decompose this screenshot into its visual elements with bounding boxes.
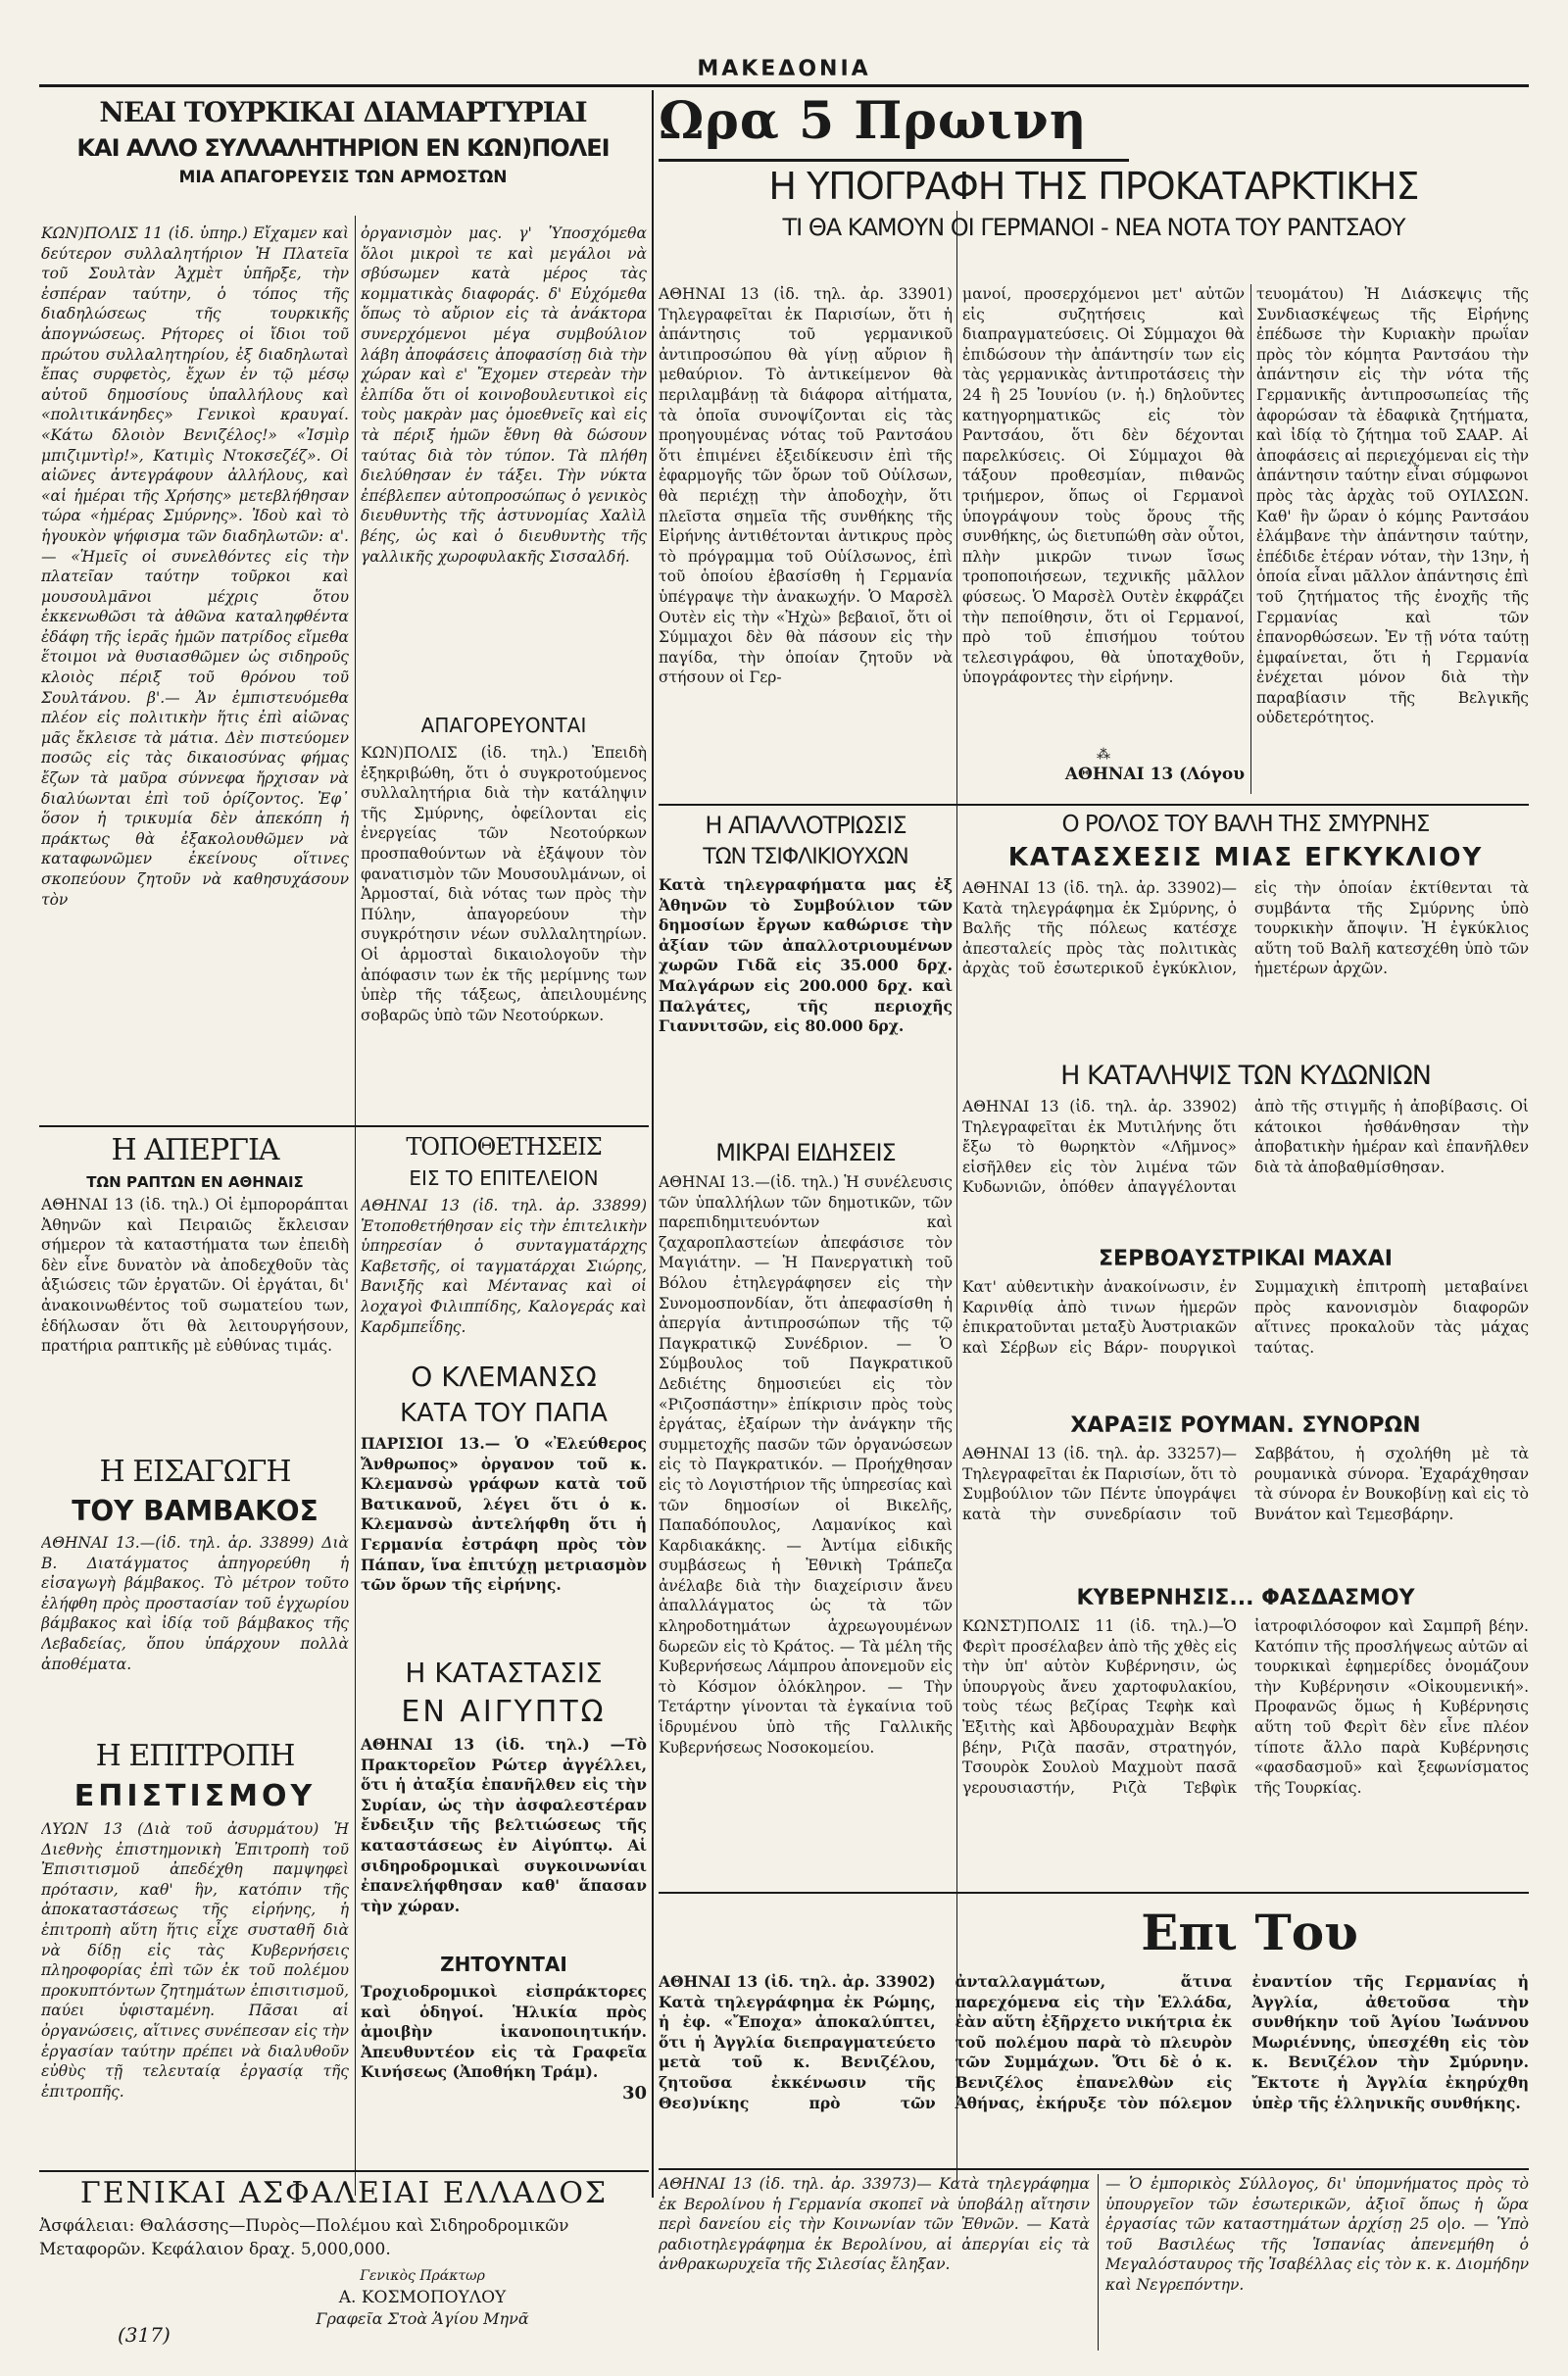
article-text: ΑΘΗΝΑΙ 13.—(ἰδ. τηλ. ἀρ. 33899) Διὰ Β. Διατάγματος ἀπηγορεύθη ἡ εἰσαγωγὴ βάμβακος. Τὸ μέτρον τοῦτο ἐλήφθη πρὸς προστασίαν τοῦ ἐγχωρίου βάμβακος καὶ ἰδίᾳ τοῦ βάμβακος τῆς Λεβαδείας, ὅπου ὑπάρχουν πολλὰ ἀποθέματα. (41, 1534, 349, 1673)
article-text: τευομάτου) Ἡ Διάσκεψις τῆς Συνδιασκέψεως τῆς Εἰρήνης ἐπέδωσε τὴν Κυριακὴν πρωΐαν πρὸς τὸν κόμητα Ραντσάου τὴν ἀπάντησιν εἰς τὴν νότα τῆς Γερμανικῆς ἀντιπροσωπείας τῆς ἀφορώσαν τὰ ἐδαφικὰ ζητήματα, καὶ ἰδίᾳ τὸ ζήτημα τοῦ ΣΑΑΡ. Αἱ ἀποφάσεις αἱ περιεχόμεναι εἰς τὴν ἀπάντησιν ταύτην εἶναι σύμφωνοι πρὸς τὰς ἀρχὰς τοῦ ΟΥΙΛΣΩΝ. Καθ' ἣν ὥραν ὁ κόμης Ραντσάου ἐλάμβανε τὴν ἀπάντησιν ταύτην, ἐπέδιδε ἑτέραν νόταν, τὴν 13ην, ἡ ὁποία εἶναι μᾶλλον ἀπάντησις ἐπὶ τοῦ ζητήματος τῆς ἐνοχῆς τῆς Γερμανίας καὶ τῶν ἐπανορθώσεων. Ἐν τῇ νότα ταύτῃ ἐμφαίνεται, ὅτι ἡ Γερμανία ἐνέχεται μόνον διὰ τὴν παραβίασιν τῆς Βελγικῆς οὐδετερότητος. (1256, 285, 1529, 727)
masthead-rule (39, 84, 1529, 87)
article-expropriation (659, 810, 953, 1133)
article-subtitle: ΚΑΤΑΣΧΕΣΙΣ ΜΙΑΣ ΕΓΚΥΚΛΙΟΥ (1007, 843, 1484, 872)
article-title: Η ΚΑΤΑΛΗΨΙΣ ΤΩΝ ΚΥΔΩΝΙΩΝ (1060, 1061, 1431, 1091)
article-text: ΑΘΗΝΑΙ 13 (ἰδ. τηλ. ἀρ. 33973)— Κατὰ τηλεγράφημα ἐκ Βερολίνου ἡ Γερμανία σκοπεῖ νὰ ὑποβάλῃ αἴτησιν περὶ δανείου εἰς τὴν Κοινωνίαν τῶν Ἐθνῶν. — Κατὰ ραδιοτηλεγράφημα ἐκ Βερολίνου, αἱ ἀπεργίαι εἰς τὰ ἀνθρακωρυχεῖα τῆς Σιλεσίας ἔληξαν. (659, 2175, 1090, 2274)
article-title: Η ΑΠΕΡΓΙΑ (111, 1133, 279, 1167)
article-text: ΚΩΝΣΤ)ΠΟΛΙΣ 11 (ἰδ. τηλ.)—Ὁ Φερὶτ προσέλαβεν ἀπὸ τῆς χθὲς εἰς τὴν ὑπ' αὐτὸν Κυβέρνησιν, ὡς ὑπουργοὺς ἄνευ χαρτοφυλακίου, τοὺς τέως βεζίρας Τεφὴκ καὶ Ἐξιτὴς καὶ Ἀβδουραχμὰν Βεφὴκ βέην, Ριζὰ πασᾶν, στρατηγόν, Τσουρὸκ Σουλοὺ Μαχμοὺτ πασᾶ γερουσιαστήν, Ριζὰ Τεβφὶκ ἰατροφιλόσοφον καὶ Σαμπρῆ βέην. Κατόπιν τῆς προσλήψεως αὐτῶν αἱ τουρκικαὶ ἐφημερίδες ὀνομάζουν τὴν Κυβέρνησιν «Οἰκουμενική». Προφανῶς ὅμως ἡ Κυβέρνησις αὕτη τοῦ Φερὶτ δὲν εἶνε πλέον τίποτε ἄλλο παρὰ Κυβέρνησις «φασδασμοῦ» καὶ ξεφωνίσματος τῆς Τουρκίας. (962, 1617, 1529, 1797)
ad-text: Ἀσφάλειαι: Θαλάσσης—Πυρὸς—Πολέμου καὶ Σιδηροδρομικῶν Μεταφορῶν. Κεφάλαιον δραχ. 5,000,000. (39, 2216, 569, 2259)
article-text: ΑΘΗΝΑΙ 13 (ἰδ. τηλ. ἀρ. 33901) Τηλεγραφεῖται ἐκ Παρισίων, ὅτι ἡ ἀπάντησις τοῦ γερμανικοῦ ἀντιπροσώπου θὰ γίνῃ αὔριον ἢ μεθαύριον. Τὸ ἀντικείμενον θὰ περιλαμβάνῃ τὰ διάφορα αἰτήματα, τὰ ὁποῖα συνοψίζονται εἰς τὰς προηγουμένας νότας τοῦ Ραντσάου ὅτι ἐπιμένει ἐξειδίκευσιν ἐπὶ τῆς ἐφαρμογῆς τῶν ὅρων τοῦ Οὐίλσων, θὰ περιέχῃ τὴν ἀποδοχὴν, ὅτι πλεῖστα σημεῖα τῆς συνθήκης τῆς Εἰρήνης ἀντιθέτονται ἀντικρυς πρὸς τὸ πρόγραμμα τοῦ Οὐίλσωνος, ἐπὶ τοῦ ὁποίου ἐβασίσθη ἡ Γερμανία ὑπέγραψε τὴν ἀνακωχήν. Ὁ Μαρσὲλ Ουτὲν εἰς τὴν «Ἠχὼ» βεβαιοῖ, ὅτι οἱ Σύμμαχοι δὲν θὰ πάσουν εἰς τὴν παγίδα, τὴν ὁποίαν ζητοῦν νὰ στήσουν οἱ Γερ- (659, 285, 953, 687)
article-text: ΛΥΩΝ 13 (Διὰ τοῦ ἀσυρμάτου) Ἡ Διεθνὴς ἐπιστημονικὴ Ἐπιτροπὴ τοῦ Ἐπισιτισμοῦ ἀπεδέχθη παμψηφεὶ πρότασιν, καθ' ἣν, κατόπιν τῆς ἀποκαταστάσεως τῆς εἰρήνης, ἡ ἐπιτροπὴ αὕτη ἥτις εἶχε συσταθῆ διὰ νὰ δίδῃ εἰς τὰς Κυβερνήσεις πληροφορίας ἐπὶ τῶν ἐκ τοῦ πολέμου προκυπτόντων ζητημάτων ἐπισιτισμοῦ, παύει ὑφισταμένη. Πᾶσαι αἱ ὀργανώσεις, αἵτινες συνέπεσαν εἰς τὴν ἐργασίαν ταύτην πρέπει νὰ διαλυθοῦν εὐθὺς τῇ τελευταίᾳ ἐργασίᾳ τῆς ἐπιτροπῆς. (41, 1820, 349, 2101)
headline-preliminary-signing: Η ΥΠΟΓΡΑΦΗ ΤΗΣ ΠΡΟΚΑΤΑΡΚΤΙΚΗΣ (768, 165, 1419, 208)
article-staff-postings (361, 1131, 647, 1357)
article-text: ΚΩΝ)ΠΟΛΙΣ 11 (ἰδ. ὑπηρ.) Εἴχαμεν καὶ δεύτερον συλλαλητήριον Ἡ Πλατεῖα τοῦ Σουλτὰν Ἀχμὲτ ὑπῆρξε, τὴν ἐσπέραν ταύτην, ὁ τόπος τῆς διαδηλώσεως τῆς τουρκικῆς ἀπογνώσεως. Ρήτορες οἱ ἴδιοι τοῦ πρώτου συλλαλητηρίου, ἐξ διαδηλωταὶ ἔπας συρφετὸς, ἔχων ἐν τῷ μέσῳ αὐτοῦ δημοσίους ὑπαλλήλους καὶ «πολιτικάνηδες» Γενικοὶ κραυγαί. «Κάτω δλοιὸν Βενιζέλος!» «Ἰσμὶρ μπιζιμντὶρ!», Κατιμὶς Ντοκσεζέζ». Οἱ αἰῶνες ἀντεγράφουν ἀλλήλους, καὶ «αἱ ἡμέραι τῆς Χρήσης» μετεβλήθησαν τώρα «ἡμέρας Σμύρνης». Ἰδοὺ καὶ τὸ ἡγουκὸν ψήφισμα τῶν διαδηλωτῶν: α'.— «Ἡμεῖς οἱ συνελθόντες εἰς τὴν πλατεῖαν ταύτην τοῦρκοι καὶ μουσουλμᾶνοι μέχρις ὅτου ἐκκενωθῶσι τὰ ἀθῶνα καταληφθέντα ἐδάφη τῆς ἱερᾶς ἡμῶν πατρίδος εἴμεθα ἕτοιμοι νὰ θυσιασθῶμεν ὡς σιδηροῦς κλοιὸς πέριξ τοῦ θρόνου τοῦ Σουλτάνου. β'.— Ἀν ἐμπιστευόμεθα πλέον εἰς πολιτικὴν ἥτις ἐπὶ αἰῶνας μᾶς ἔκλεισε τὰ μάτια. Δὲν πιστεύομεν ποσῶς εἰς τὰς δικαιοσύνας φήμας ἔζων τὰ μαῦρα σύννεφα ἤρχισαν νὰ διαλύωνται ἐπὶ τοῦ ὁρίζοντος. Ἐφ᾽ ὅσον ἡ τρικυμία δὲν ἀπεκόπη ἡ πράκτως θὰ ἐξακολουθῶμεν νὰ καταφωνῶμεν ἐκείνους οἵτινες σκοπεύουν ζητοῦν νὰ καθησυχάσουν τὸν (41, 224, 349, 909)
article-clemenceau (361, 1359, 647, 1653)
article-text: — Ὁ ἐμπορικὸς Σύλλογος, δι' ὑπομνήματος πρὸς τὸ ὑπουργεῖον τῶν ἐσωτερικῶν, ἀξιοῖ ὅπως ἡ ὥρα ἐργασίας τῶν καταστημάτων ἀρχίσῃ 25 ο|ο. — Ὑπὸ τοῦ Βασιλέως τῆς Ἱσπανίας ἀπενεμήθη ὁ Μεγαλόσταυρος τῆς Ἰσαβέλλας εἰς τὸν κ. κ. Διομήδην καὶ Νεγρεπόντην. (1105, 2175, 1529, 2294)
article-text: ΑΘΗΝΑΙ 13 (ἰδ. τηλ. ἀρ. 33902) Τηλεγραφεῖται ἐκ Μυτιλήνης ὅτι ἔξω τὸ θωρηκτὸν «Λῆμνος» εἰσῆλθεν εἰς τὸν λιμένα τῶν Κυδωνιῶν, ὁπόθεν ἀπαγγέλονται ἀπὸ τῆς στιγμῆς ἡ ἀποβίβασις. Οἱ κάτοικοι ἠσθάνθησαν τὴν ἀποβατικὴν ἡμέραν καὶ ἐπανῆλθεν διὰ τὰ ἀποβαθμίσθησαν. (962, 1098, 1529, 1197)
bottom-rule (659, 2168, 1529, 2170)
inner-divider-de (1250, 284, 1251, 794)
article-text: μανοί, προσερχόμενοι μετ' αὐτῶν εἰς συζητήσεις καὶ διαπραγματεύσεις. Οἱ Σύμμαχοι θὰ ἐπιδώσουν τὴν ἀπάντησίν των εἰς τὰς γερμανικὰς ἀντιπροτάσεις τὴν 24 ἢ 25 Ἰουνίου (ν. ἡ.) δηλοῦντες κατηγορηματικῶς εἰς τὸν Ραντσάου, ὅτι δὲν δέχονται παρελκύσεις. Οἱ Σύμμαχοι θὰ τάξουν προθεσμίαν, πιθανῶς τριήμερον, ὅπως οἱ Γερμανοὶ ὑπογράψουν τοὺς ὅρους τῆς συνθήκης, ὡς διετυπώθη σὰν οὗτοι, πλὴν μικρῶν τινων ἴσως τροποποιήσεων, τεχνικῆς μᾶλλον φύσεως. Ὁ Μαρσὲλ Ουτὲν ἐκφράζει τὴν πεποίθησιν, ὅτι οἱ Γερμανοί, πρὸ τοῦ ἐπισήμου τούτου τελεσιγράφου, θὰ ὑποταχθοῦν, ὑπογράφοντες τὴν εἰρήνην. (962, 285, 1245, 687)
left-section-rule (39, 1125, 649, 1127)
section-banner-5am (659, 90, 1129, 161)
ad-reference-number: (317) (118, 2323, 171, 2347)
bottom-right-briefs (1105, 2174, 1529, 2360)
article-text: Τροχιοδρομικοὶ εἰσπράκτορες καὶ ὁδηγοί. Ἡλικία πρὸς ἀμοιβὴν ἱκανοποιητικήν. Ἀπευθυντέον εἰς τὰ Γραφεῖα Κινήσεως (Ἀποθήκη Τράμ). (361, 1982, 647, 2082)
article-title: Ο ΡΟΛΟΣ ΤΟΥ ΒΑΛΗ ΤΗΣ ΣΜΥΡΝΗΣ (1061, 812, 1430, 837)
article-title: ΜΙΚΡΑΙ ΕΙΔΗΣΕΙΣ (715, 1139, 896, 1166)
article-title: ΧΑΡΑΞΙΣ ΡΟΥΜΑΝ. ΣΥΝΟΡΩΝ (1070, 1413, 1421, 1438)
article-text: ΑΘΗΝΑΙ 13 (ἰδ. τηλ.) Οἱ ἐμποροράπται Ἀθηνῶν καὶ Πειραιῶς ἔκλεισαν σήμερον τὰ καταστήματα των ἐπειδὴ δὲν εἶνε δυνατὸν νὰ ἀποδεχθοῦν τὰς ἀξιώσεις τῶν ἐργατῶν. Οἱ ἐργάται, δι' ἀνακοινωθέντος τοῦ σωματείου των, ἐδήλωσαν ὅτι θὰ λειτουργήσουν, πρατήρια ραπτικῆς μὲ εὐθύνας τιμάς. (41, 1196, 349, 1356)
article-preliminary-col-c (659, 284, 953, 799)
section-banner-on-press (970, 1898, 1529, 1972)
main-column-divider (652, 90, 654, 2198)
article-subtitle: ΕΙΣ ΤΟ ΕΠΙΤΕΛΕΙΟΝ (409, 1166, 599, 1190)
article-tail: ΑΘΗΝΑΙ 13 (Λόγου (1064, 765, 1245, 784)
article-subtitle: ΕΠΙΣΤΙΣΜΟΥ (74, 1779, 317, 1813)
article-title: Ο ΚΛΕΜΑΝΣΩ (411, 1361, 597, 1393)
article-title: ΖΗΤΟΥΝΤΑΙ (440, 1953, 567, 1976)
article-text: ΚΩΝ)ΠΟΛΙΣ (ἰδ. τηλ.) Ἐπειδὴ ἐξηκριβώθη, ὅτι ὁ συγκροτούμενος συλλαλητήρια διὰ τὴν κατάληψιν τῆς Σμύρνης, ὀφείλονται εἰς ἐνεργείας τῶν Νεοτούρκων προσπαθούντων νὰ ἐξάψουν τὸν φανατισμὸν τῶν Μουσουλμάνων, οἱ Ἁρμοσταί, διὰ νότας των πρὸς τὴν Πύλην, ἀπαγορεύουν τὴν συγκρότησιν νέων συλλαλητηρίων. Οἱ ἁρμοσταὶ δικαιολογοῦν τὴν ἀπόφασιν των ἐκ τῆς μερίμνης των ὑπὲρ τῆς τάξεως, ἀπειλουμένης σοβαρῶς ὑπὸ τῶν Νεοτούρκων. (361, 744, 647, 1024)
article-text: ΑΘΗΝΑΙ 13 (ἰδ. τηλ. ἀρ. 33902)— Κατὰ τηλεγράφημα ἐκ Σμύρνης, ὁ Βαλῆς τῆς πόλεως κατέσχε ἀπεσταλείς πρὸς τὰς πολιτικὰς ἀρχὰς τοῦ ἐσωτερικοῦ ἐγκύκλιον, εἰς τὴν ὁποίαν ἐκτίθενται τὰ συμβάντα τῆς Σμύρνης ὑπὸ τουρκικὴν ἄποψιν. Ἡ ἐγκύκλιος αὕτη τοῦ Βαλῆ κατεσχέθη ὑπὸ τῶν ἡμετέρων ἀρχῶν. (962, 879, 1529, 978)
article-serb-austrian-battles (962, 1245, 1529, 1411)
section-title: Επι Του (1141, 1904, 1358, 1961)
ad-title: ΓΕΝΙΚΑΙ ΑΣΦΑΛΕΙΑΙ ΕΛΛΑΔΟΣ (79, 2176, 609, 2210)
article-preliminary-col-d (962, 284, 1245, 799)
article-text: Κατὰ τηλεγραφήματα μας ἐξ Ἀθηνῶν τὸ Συμβούλιον τῶν δημοσίων ἔργων καθώρισε τὴν ἀξίαν τῶν ἀπαλλοτριουμένων χωρῶν Γιδᾶ εἰς 35.000 δρχ. Μαλγάρων εἰς 200.000 δρχ. καὶ Παλγάτες, τῆς περιοχῆς Γιαννιτσῶν, εἰς 80.000 δρχ. (659, 875, 953, 1036)
article-title: ΣΕΡΒΟΑΥΣΤΡΙΚΑΙ ΜΑΧΑΙ (1099, 1247, 1393, 1271)
insurance-advertisement (39, 2176, 649, 2362)
banner-underline (659, 159, 1129, 162)
article-text: ΑΘΗΝΑΙ 13 (ἰδ. τηλ. ἀρ. 33257)— Τηλεγραφεῖται ἐκ Παρισίων, ὅτι τὸ Συμβούλιον τῶν Πέντε ὑπογράψει κατὰ τὴν συνεδρίασιν τοῦ Σαββάτου, ἡ σχολήθη μὲ τὰ ρουμανικὰ σύνορα. Ἐχαράχθησαν τὰ σύνορα ἐν Βουκοβίνῃ καὶ εἰς τὸ Βυνάτον καὶ Τεμεσβάρην. (962, 1445, 1529, 1523)
article-subtitle: ΤΩΝ ΤΣΙΦΛΙΚΙΟΥΧΩΝ (703, 845, 908, 869)
article-text: ὀργανισμὸν μας. γ' Ὑποσχόμεθα ὅλοι μικροὶ τε καὶ μεγάλοι νὰ σβύσωμεν κατὰ μέρος τὰς κομματικὰς διαφοράς. δ' Εὐχόμεθα ὅπως τὸ αὔριον εἰς τὰ ἀνάκτορα συνερχόμενοι μέγα συμβούλιον λάβη ἀποφάσεις ἀποφασίσῃ διὰ τὴν χώραν καὶ ε' Ἔχομεν στερεὰν τὴν ἐλπίδα ὅτι οἱ κοινοβουλευτικοὶ εἰς τοὺς μακρὰν μας ὁμοεθνεῖς καὶ εἰς τὰ πέριξ ἡμῶν ἔθνη θὰ δώσουν ταύτας διὰ τὸν τύπον. Τὰ πλήθη διελύθησαν ἐν τάξει. Τὴν νύκτα ἐπέβλεπεν αὐτοπροσώπως ὁ γενικὸς διευθυντὴς τῆς ἀστυνομίας Χαλὶλ βέης, ὡς καὶ ὁ διευθυντὴς τῆς γαλλικῆς χωροφυλακῆς Σισσαλδή. (361, 224, 647, 566)
article-title: Η ΑΠΑΛΛΟΤΡΙΩΣΙΣ (705, 812, 906, 839)
article-title: Η ΚΑΤΑΣΤΑΣΙΣ (405, 1657, 603, 1689)
right-column-divider (956, 211, 957, 2181)
article-title: Η ΕΙΣΑΓΩΓΗ (99, 1455, 291, 1489)
article-government (962, 1584, 1529, 1878)
headline-second-rally: ΚΑΙ ΑΛΛΟ ΣΥΛΛΑΛΗΤΗΡΙΟΝ ΕΝ ΚΩΝ)ΠΟΛΕΙ (76, 134, 610, 162)
article-subtitle: ΤΟΥ ΒΑΜΒΑΚΟΣ (72, 1495, 318, 1527)
article-kydonies (962, 1059, 1529, 1245)
article-on-press (659, 1972, 1529, 2164)
article-smyrna-vali (962, 810, 1529, 1055)
article-food-committee (41, 1737, 349, 2178)
press-section-rule (659, 1892, 1529, 1894)
separator-stars: ⁂ (1097, 747, 1110, 763)
article-text: ΑΘΗΝΑΙ 13 (ἰδ. τηλ. ἀρ. 33902) Κατὰ τηλεγράφημα ἐκ Ρώμης, ἡ ἐφ. «Ἔποχα» ἀποκαλύπτει, ὅτι ἡ Ἀγγλία διεπραγματεύετο μετὰ τοῦ κ. Βενιζέλου, ζητοῦσα ἐκκένωσιν τῆς Θεσ)νίκης πρὸ τῶν ἀνταλλαγμάτων, ἅτινα παρεχόμενα εἰς τὴν Ἑλλάδα, ἐὰν αὕτη ἐξῆρχετο νικήτρια ἐκ τοῦ πολέμου παρὰ τὸ πλευρὸν τῶν Συμμάχων. Ὅτι δὲ ὁ κ. Βενιζέλος ἐπανελθὼν εἰς Ἀθήνας, ἐκήρυξε τὸν πόλεμον ἐναντίον τῆς Γερμανίας ἡ Ἀγγλία, ἀθετοῦσα τὴν συνθήκην τοῦ Ἁγίου Ἰωάννου Μωριέννης, ὑπεσχέθη εἰς τὸν κ. Βενιζέλον τὴν Σμύρνην. Ἔκτοτε ἡ Ἀγγλία ἐκηρύχθη ὑπὲρ τῆς ἑλληνικῆς συνθήκης. (659, 1972, 1529, 2112)
article-subtitle: ΕΝ ΑΙΓΥΠΤΩ (401, 1695, 607, 1729)
article-subtitle: ΤΩΝ ΡΑΠΤΩΝ ΕΝ ΑΘΗΝΑΙΣ (86, 1173, 304, 1191)
article-cotton-import (41, 1453, 349, 1737)
article-preliminary-col-e (1256, 284, 1529, 799)
article-turkish-protests-col-b (361, 223, 647, 710)
article-title: ΤΟΠΟΘΕΤΗΣΕΙΣ (406, 1133, 602, 1161)
article-text: ΑΘΗΝΑΙ 13.—(ἰδ. τηλ.) Ἡ συνέλευσις τῶν ὑπαλλήλων τῶν δημοτικῶν, τῶν παρεπιδημιτευόντων καὶ ζαχαροπλαστείων ἀπεφάσισε τὸν Μαγιάτην. — Ἡ Πανεργατικὴ τοῦ Βόλου ἐτηλεγράφησεν εἰς τὴν Συνομοσπονδίαν, ὅτι ἀπεφασίσθη ἡ ἀπεργία ἀντιπροσώπων τῆς τῷ Παγκρατικῷ Συνέδριον. — Ὁ Σύμβουλος τοῦ Παγκρατικοῦ Δεδιέτης δημοσιεύει εἰς τὸν «Ριζοσπάστην» ἐπίκρισιν πρὸς τοὺς ἐργάτας, ἐξαίρων τὴν ἀνάγκην τῆς συμμετοχῆς πασῶν τῶν ὀργανώσεων εἰς τὸ Παγκρατικόν. — Προήχθησαν εἰς τὸ Λογιστήριον τῆς ὑπηρεσίας καὶ τῶν δημοσίων οἱ Βικελῆς, Παπαδόπουλος, Λαμανίκος καὶ Καρδιακάκης. — Ἀντίμα εἰδικῆς συμβάσεως ἡ Ἐθνικὴ Τράπεζα ἀνέλαβε διὰ τὴν διαχείρισιν ἄνευ ἀπαλλάγματος ὡς τὰ τῶν κληροδοτημάτων ἀχρεωγουμένων δωρεῶν εἰς τὸ Κράτος. — Τὰ μέλη τῆς Κυβερνήσεως Λάμπρου ἀπονεμοῦν εἰς τὸ Κόσμον ὁλόκληρον. — Τὴν Τετάρτην γίνονται τὰ ἐγκαίνια τοῦ ἱδρυμένου ὑπὸ τῆς Γαλλικῆς Κυβερνήσεως Νοσοκομείου. (659, 1173, 953, 1757)
left-top-headlines (39, 94, 647, 222)
article-egypt (361, 1655, 647, 1949)
article-romanian-borders (962, 1411, 1529, 1583)
main-headline-block (659, 163, 1529, 280)
mid-section-rule (659, 804, 1529, 806)
masthead: ΜΑΚΕΔΟΝΙΑ (697, 57, 871, 81)
article-title: ΑΠΑΓΟΡΕΥΟΝΤΑΙ (420, 714, 587, 737)
left-column-divider (355, 216, 356, 2196)
bottom-left-briefs (659, 2174, 1090, 2360)
article-text: ΠΑΡΙΣΙΟΙ 13.— Ὁ «Ἐλεύθερος Ἄνθρωπος» ὀργανον τοῦ κ. Κλεμανσὼ γράφων κατὰ τοῦ Βατικανοῦ, λέγει ὅτι ὁ κ. Κλεμανσὼ ἀντελήφθη ὅτι ἡ Γερμανία ἐστράφη πρὸς τὸν Πάπαν, ἵνα ἐπιτύχῃ μετριασμὸν τῶν ὅρων τῆς εἰρήνης. (361, 1434, 647, 1595)
article-title: ΚΥΒΕΡΝΗΣΙΣ... ΦΑΣΔΑΣΜΟΥ (1076, 1586, 1415, 1610)
ad-signature-name: Α. ΚΟΣΜΟΠΟΥΛΟΥ (338, 2288, 507, 2307)
article-prohibited (361, 712, 647, 1123)
article-text: Κατ' αὐθεντικὴν ἀνακοίνωσιν, ἐν Καρινθίᾳ ἀπὸ τινων ἡμερῶν ἐπικρατοῦνται μεταξὺ Ἀυστριακῶν καὶ Σέρβων εἰς Βάρν- πουργικοὶ Συμμαχικὴ ἐπιτροπὴ μεταβαίνει πρὸς κανονισμὸν διαφορῶν αἵτινες προκαλοῦν τὰς μάχας ταύτας. (962, 1278, 1529, 1357)
article-number: 30 (621, 2082, 647, 2104)
article-text: ΑΘΗΝΑΙ 13 (ἰδ. τηλ.) —Τὸ Πρακτορεῖον Ρώτερ ἀγγέλλει, ὅτι ἡ ἀταξία ἐπανῆλθεν εἰς τὴν Συρίαν, ὡς τὴν ἀσφαλεστέραν ἔνδειξιν τῆς βελτιώσεως τῆς καταστάσεως ἐν Αἰγύπτῳ. Αἱ σιδηροδρομικαὶ συγκοινωνίαι ἐπανελήφθησαν καθ' ἅπασαν τὴν χώραν. (361, 1735, 647, 1915)
ad-signature-role: Γενικὸς Πράκτωρ (360, 2268, 485, 2284)
article-text: ΑΘΗΝΑΙ 13 (ἰδ. τηλ. ἀρ. 33899) Ἐτοποθετήθησαν εἰς τὴν ἐπιτελικὴν ὑπηρεσίαν ὁ συνταγματάρχης Καβετσῆς, οἱ ταγματάρχαι Σιώρης, Βανιξῆς καὶ Μέντανας καὶ οἱ λοχαγοὶ Φιλιππίδης, Καλογεράς καὶ Καρδμπεΐδης. (361, 1197, 647, 1336)
article-subtitle: ΚΑΤΑ ΤΟΥ ΠΑΠΑ (400, 1399, 608, 1428)
headline-commissioners-ban: ΜΙΑ ΑΠΑΓΟΡΕΥΣΙΣ ΤΩΝ ΑΡΜΟΣΤΩΝ (178, 168, 508, 187)
article-wanted (361, 1951, 647, 2137)
article-turkish-protests-col-a (41, 223, 349, 1125)
ad-signature-address: Γραφεῖα Στοὰ Ἁγίου Μηνᾶ (316, 2309, 529, 2328)
headline-germans-note: ΤΙ ΘΑ ΚΑΜΟΥΝ ΟΙ ΓΕΡΜΑΝΟΙ - ΝΕΑ ΝΟΤΑ ΤΟΥ ΡΑΝΤΣΑΟΥ (782, 214, 1405, 241)
article-short-news (659, 1137, 953, 1892)
bottom-divider (1098, 2174, 1099, 2351)
article-tailors-strike (41, 1131, 349, 1450)
headline-turkish-protests: ΝΕΑΙ ΤΟΥΡΚΙΚΑΙ ΔΙΑΜΑΡΤΥΡΙΑΙ (99, 96, 587, 128)
ad-top-rule (39, 2170, 649, 2172)
section-title: Ωρα 5 Πρωινη (659, 91, 1088, 151)
article-title: Η ΕΠΙΤΡΟΠΗ (95, 1739, 295, 1773)
